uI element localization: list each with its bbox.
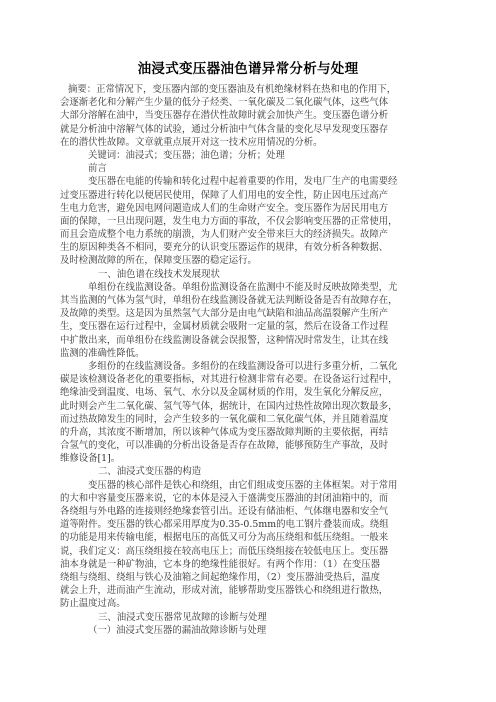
text-line: 维修设备[1]。 xyxy=(60,453,121,465)
text-line: 在的潜伏性故障。文章就重点展开对这一技术应用情况的分析。 xyxy=(60,136,323,148)
text-line: 一、油色谱在线技术发展现状 xyxy=(98,268,220,280)
text-line: 前言 xyxy=(88,163,107,175)
text-line: 摘要：正常情况下，变压器内部的变压器油及有机绝缘材料在热和电的作用下， xyxy=(68,84,397,95)
text-line: 绕组与绕组、绕组与铁心及油箱之间起绝缘作用，（2）变压器油受热后，温度 xyxy=(60,571,381,583)
text-line: 此时则会产生二氧化碳、氢气等气体，据统计，在国内过热性故障出现次数最多， xyxy=(60,400,398,412)
text-line: 合氢气的变化，可以准确的分析出设备是否存在故障，能够预防生产事故，及时 xyxy=(60,440,389,452)
text-line: 大部分溶解在油中，当变压器存在潜伏性故障时就会加快产生。变压器色谱分析 xyxy=(60,110,389,122)
text-line: 中扩散出来，而单组份在线监测设备就会误报警，这种情况时常发生，让其在线 xyxy=(60,334,389,346)
text-line: 变压器的核心部件是铁心和绕组，由它们组成变压器的主体框架。对于常用 xyxy=(88,479,398,491)
text-line: 各绕组与外电路的连接则经绝缘套管引出。还设有储油柜、气体继电器和安全气 xyxy=(60,506,389,517)
text-line: 就是分析油中溶解气体的试验，通过分析油中气体含量的变化尽早发现变压器存 xyxy=(60,123,389,135)
text-line: 而且会造成整个电力系统的崩溃，为人们财产安全带来巨大的经济损失。故障产 xyxy=(60,229,389,241)
text-line: 生电力危害，避免因电网问题造成人们的生命财产安全。变压器作为居民用电方 xyxy=(60,202,389,214)
text-line: 就会上升，进而油产生流动，形成对流，能够帮助变压器铁心和绕组进行散热， xyxy=(60,585,389,597)
text-line: 的升高，其浓度不断增加，所以该种气体成为变压器故障判断的主要依据，再结 xyxy=(60,426,389,438)
text-line: 防止温度过高。 xyxy=(60,598,126,610)
text-line: 会逐渐老化和分解产生少量的低分子烃类、一氧化碳及二氧化碳气体，这些气体 xyxy=(60,97,389,109)
text-line: 生，变压器在运行过程中，金属材质就会吸附一定量的氢，然后在设备工作过程 xyxy=(60,321,389,333)
text-line: （一）油浸式变压器的漏油故障诊断与处理 xyxy=(88,624,267,636)
text-line: 三、油浸式变压器常见故障的诊断与处理 xyxy=(98,611,267,623)
text-line: 生的原因种类各不相同，要充分的认识变压器运作的规律，有效分析各种数据、 xyxy=(60,242,389,254)
text-line: 及时检测故障的所在，保障变压器的稳定运行。 xyxy=(60,255,257,267)
text-line: 绝缘油受到温度、电场、氧气、水分以及金属材质的作用，发生氧化分解反应， xyxy=(60,387,389,399)
text-line: 面的保障，一旦出现问题，发生电力方面的事故，不仅会影响变压器的正常使用， xyxy=(60,215,398,227)
text-line: 过变压器进行转化以便居民使用，保障了人们用电的安全性，防止因电压过高产 xyxy=(60,189,389,201)
text-line: 及故障的类型。这是因为虽然氢气大部分是由电气缺陷和油品高温裂解产生所产 xyxy=(60,308,389,320)
text-line: 的大和中容量变压器来说，它的本体是浸入于盛满变压器油的封闭油箱中的，而 xyxy=(60,492,389,504)
text-line: 二、油浸式变压器的构造 xyxy=(98,466,202,478)
text-line: 关键词：油浸式；变压器；油色谱；分析；处理 xyxy=(88,149,285,161)
text-line: 道等附件。变压器的铁心都采用厚度为0.35-0.5mm的电工钢片叠装而成。绕组 xyxy=(60,519,389,531)
text-line: 变压器在电能的传输和转化过程中起着重要的作用，发电厂生产的电需要经 xyxy=(88,176,398,188)
text-line: 而过热故障发生的同时，会产生较多的一氧化碳和二氧化碳气体，并且随着温度 xyxy=(60,413,389,425)
document-body xyxy=(60,83,446,637)
text-line: 其当监测的气体为氢气时，单组份在线监测设备就无法判断设备是否有故障存在， xyxy=(60,295,398,306)
text-line: 监测的准确性降低。 xyxy=(60,347,145,359)
text-line: 碳是该检测设备老化的重要指标，对其进行检测非常有必要。在设备运行过程中， xyxy=(60,374,398,386)
document-title: 油浸式变压器油色谱异常分析与处理 xyxy=(137,61,359,77)
text-line: 说，我们定义：高压绕组接在较高电压上；而低压绕组接在较低电压上。变压器 xyxy=(60,545,389,557)
text-line: 的功能是用来传输电能，根据电压的高低又可分为高压绕组和低压绕组。一般来 xyxy=(60,532,389,544)
text-line: 单组份在线监测设备。单组份监测设备在监测中不能及时反映故障类型，尤 xyxy=(88,281,398,293)
text-line: 油本身就是一种矿物油，它本身的绝缘性能很好。有两个作用：（1）在变压器 xyxy=(60,558,381,570)
text-line: 多组份的在线监测设备。多组份的在线监测设备可以进行多重分析，二氧化 xyxy=(88,360,398,372)
